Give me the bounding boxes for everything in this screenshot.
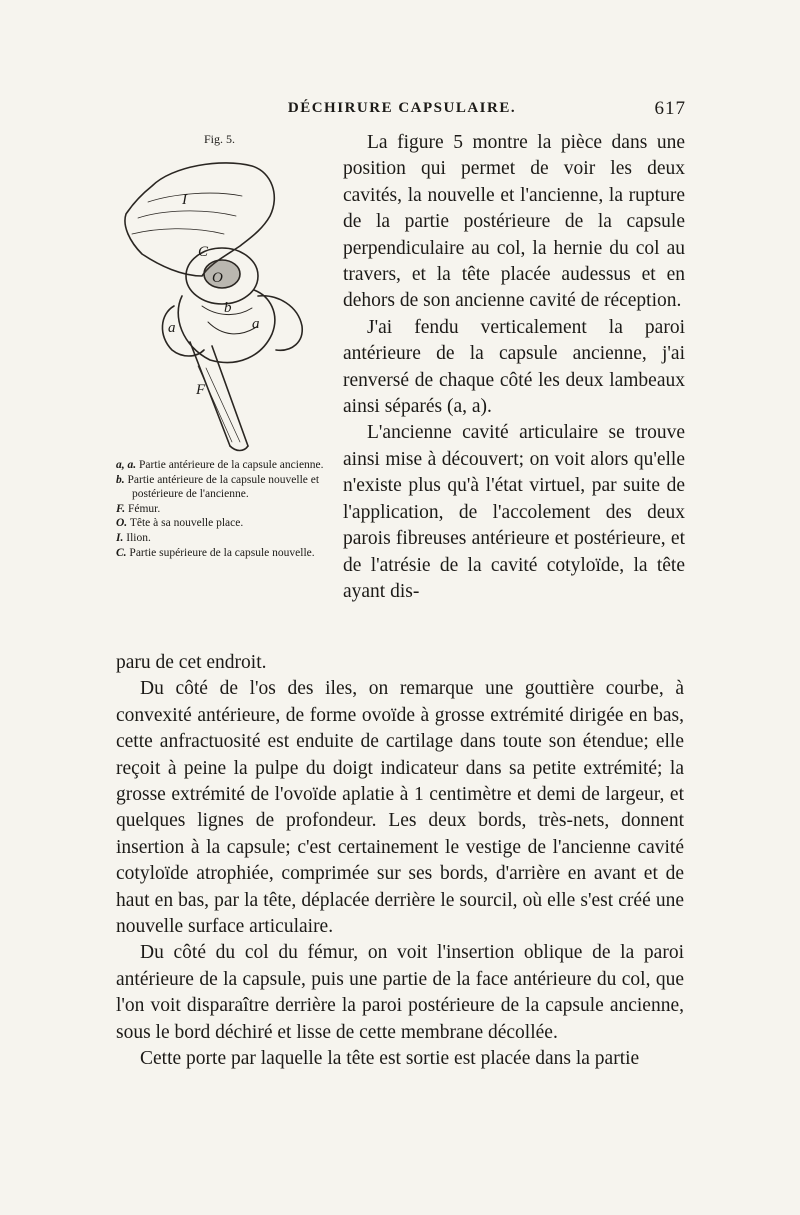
- running-title: DÉCHIRURE CAPSULAIRE.: [287, 100, 517, 116]
- paragraph-3-start: L'ancienne cavité articulaire se trouve ainsi mise à découvert; on voit alors qu'elle n'existe plus qu'à l'état virtuel, par suite de l'application, de l'accolement des deux parois fibreuses antérieure et postérieure, et de l'atrésie de la cavité cotyloïde, la tête ayant dis-: [343, 422, 685, 602]
- legend-item: O. Tête à sa nouvelle place.: [116, 517, 244, 530]
- paragraph-5: Du côté du col du fémur, on voit l'insertion oblique de la paroi antérieure de la capsule, puis une partie de la face antérieure du col, que l'on voit disparaître derrière la paroi postérieure de la capsule ancienne, sous le bord déchiré et lisse de cette membrane décollée.: [116, 942, 684, 1043]
- hip-joint-engraving: [112, 146, 330, 464]
- mark-a-left: a: [168, 320, 176, 336]
- mark-ilium-top: I: [182, 192, 187, 208]
- text-full-width: [116, 650, 684, 1073]
- mark-capsule-top: C: [198, 244, 209, 260]
- mark-b: b: [224, 300, 232, 316]
- figure-label: Fig. 5.: [204, 132, 236, 146]
- legend-item: b. Partie antérieure de la capsule nouvelle et postérieure de l'ancienne.: [116, 473, 320, 501]
- legend-item: I. Ilion.: [116, 531, 151, 544]
- mark-a-right: a: [252, 316, 260, 332]
- figure-legend: [116, 458, 326, 560]
- legend-item: F. Fémur.: [116, 502, 161, 515]
- anatomical-figure: [112, 132, 330, 462]
- text-column-right: [343, 130, 685, 605]
- paragraph-6: Cette porte par laquelle la tête est sortie est placée dans la partie: [140, 1048, 640, 1070]
- page-number: 617: [654, 98, 686, 119]
- paragraph-4: Du côté de l'os des iles, on remarque une gouttière courbe, à convexité antérieure, de forme ovoïde à grosse extrémité dirigée en bas, cette anfractuosité est enduite de cartilage dans toute son étendue; elle reçoit à peine la pulpe du doigt indicateur dans sa petite extrémité; la grosse extrémité de l'ovoïde aplatie à 1 centimètre et demi de largeur, et quelques lignes de profondeur. Les deux bords, très-nets, donnent insertion à la capsule; c'est certainement le vestige de l'ancienne cavité cotyloïde atrophiée, comprimée sur ses bords, d'arrière en avant et de haut en bas, par la tête, déplacée derrière le sourcil, où elle s'est créé une nouvelle surface articulaire.: [116, 678, 684, 938]
- paragraph-2: J'ai fendu verticalement la paroi antérieure de la capsule ancienne, j'ai renversé de chaque côté les deux lambeaux ainsi séparés (a, a).: [343, 316, 685, 418]
- mark-head: O: [212, 270, 223, 286]
- legend-item: C. Partie supérieure de la capsule nouvelle.: [116, 546, 315, 559]
- running-header: [118, 100, 686, 124]
- mark-femur: F: [196, 382, 206, 398]
- paragraph-3-end: paru de cet endroit.: [116, 652, 267, 673]
- legend-item: a, a. Partie antérieure de la capsule ancienne.: [116, 459, 324, 471]
- paragraph-1: La figure 5 montre la pièce dans une position qui permet de voir les deux cavités, la nouvelle et l'ancienne, la rupture de la partie postérieure de la capsule perpendiculaire au col, la hernie du col au travers, et la tête placée audessus et en dehors de son ancienne cavité de réception.: [343, 132, 685, 312]
